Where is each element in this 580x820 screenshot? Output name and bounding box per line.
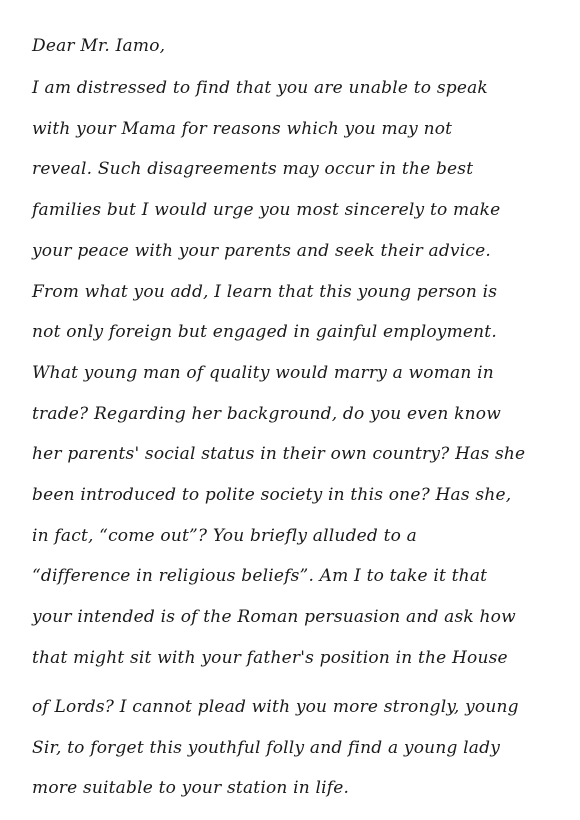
- letter-line: more suitable to your station in life.: [32, 778, 350, 798]
- letter-line: trade? Regarding her background, do you even know: [32, 404, 501, 424]
- letter-line: What young man of quality would marry a woman in: [32, 363, 494, 383]
- letter-line: Sir, to forget this youthful folly and find a young lady: [32, 738, 501, 758]
- letter-line: with your Mama for reasons which you may not: [32, 119, 453, 139]
- letter-line: in fact, “come out”? You briefly alluded to a: [32, 526, 418, 546]
- letter-line: From what you add, I learn that this young person is: [32, 282, 498, 302]
- letter-line: reveal. Such disagreements may occur in the best: [32, 159, 474, 179]
- letter-line: not only foreign but engaged in gainful employment.: [32, 322, 497, 342]
- letter-line: that might sit with your father's position in the House: [32, 648, 508, 668]
- letter-line: your peace with your parents and seek their advice.: [32, 241, 491, 261]
- letter-line: of Lords? I cannot plead with you more strongly, young: [32, 697, 519, 717]
- letter-line: “difference in religious beliefs”. Am I to take it that: [32, 566, 488, 586]
- letter-line: been introduced to polite society in this one? Has she,: [32, 485, 512, 505]
- letter-line: I am distressed to find that you are unable to speak: [32, 78, 488, 98]
- letter-line: her parents' social status in their own country? Has she: [32, 444, 526, 464]
- letter-salutation: Dear Mr. Iamo,: [32, 36, 166, 56]
- letter-line: families but I would urge you most sincerely to make: [32, 200, 501, 220]
- letter-line: your intended is of the Roman persuasion and ask how: [32, 607, 516, 627]
